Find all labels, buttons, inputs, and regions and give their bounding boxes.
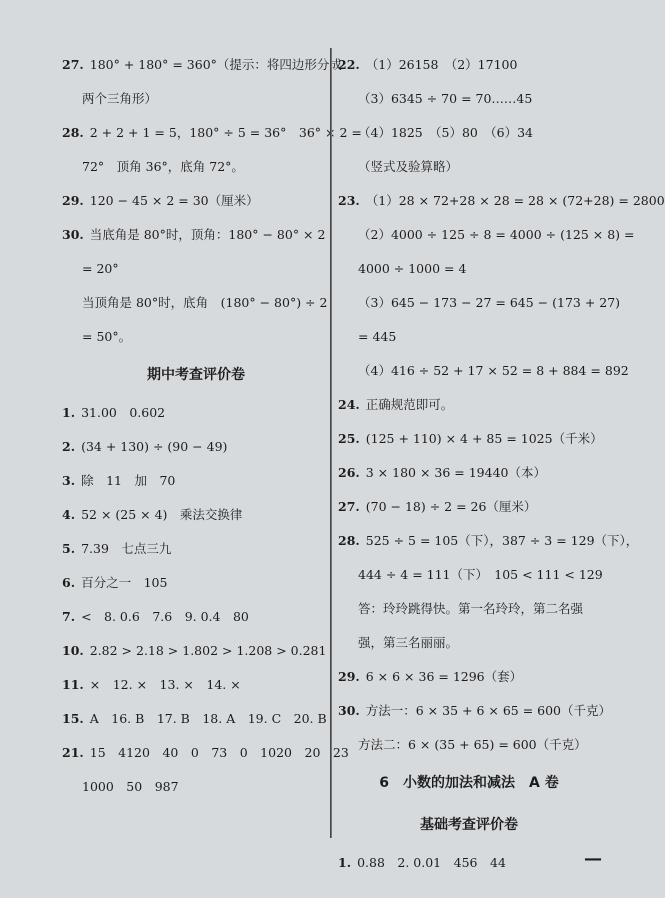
question-number: 28. xyxy=(62,125,84,140)
answer-text: 2.82 > 2.18 > 1.802 > 1.208 > 0.281 xyxy=(89,643,327,658)
answer-text: 百分之一 105 xyxy=(81,575,168,590)
answer-line xyxy=(62,532,330,566)
question-number: 10. xyxy=(62,643,84,658)
question-number: 7. xyxy=(62,609,76,624)
answer-text: < 8. 0.6 7.6 9. 0.4 80 xyxy=(81,609,249,624)
answer-line xyxy=(62,320,330,354)
answer-text: (70 − 18) ÷ 2 = 26（厘米） xyxy=(365,499,537,514)
answer-line xyxy=(62,48,342,82)
answer-line xyxy=(338,150,600,184)
question-number: 30. xyxy=(338,703,360,718)
section-heading: 期中考查评价卷 xyxy=(147,367,245,383)
answer-text: 120 − 45 × 2 = 30（厘米） xyxy=(89,193,259,208)
question-number: 29. xyxy=(338,669,360,684)
answer-text: (125 + 110) × 4 + 85 = 1025（千米） xyxy=(365,431,603,446)
answer-text: 强，第三名丽丽。 xyxy=(358,635,459,650)
answer-line xyxy=(62,396,330,430)
answer-text: （2）4000 ÷ 125 ÷ 8 = 4000 ÷ (125 × 8) = xyxy=(358,227,635,242)
answer-line xyxy=(338,728,600,762)
answer-line xyxy=(62,286,330,320)
question-number: 22. xyxy=(338,57,360,72)
answer-line xyxy=(338,388,600,422)
answer-text: 除 11 加 70 xyxy=(81,473,176,488)
answer-line xyxy=(338,184,665,218)
answer-line xyxy=(62,702,330,736)
answer-text: （1）28 × 72+28 × 28 = 28 × (72+28) = 2800 xyxy=(365,193,665,208)
answer-text: = 445 xyxy=(358,329,397,344)
answer-text: 6 × 6 × 36 = 1296（套） xyxy=(365,669,523,684)
answer-text: 180° + 180° = 360°（提示：将四边形分成 xyxy=(89,57,342,72)
answer-text: 正确规范即可。 xyxy=(365,397,454,412)
answer-line xyxy=(338,660,600,694)
answer-text: 4000 ÷ 1000 = 4 xyxy=(358,261,467,276)
answer-line xyxy=(338,218,635,252)
answer-line xyxy=(338,490,600,524)
answer-line xyxy=(338,48,600,82)
answer-text: 答：玲玲跳得快。第一名玲玲，第二名强 xyxy=(358,601,584,616)
answer-line xyxy=(62,736,349,770)
answer-text: (34 + 130) ÷ (90 − 49) xyxy=(81,439,228,454)
answer-text: （4）1825 （5）80 （6）34 xyxy=(358,125,533,140)
question-number: 29. xyxy=(62,193,84,208)
answer-text: 31.00 0.602 xyxy=(81,405,166,420)
answer-line xyxy=(338,82,600,116)
question-number: 24. xyxy=(338,397,360,412)
answer-line xyxy=(338,592,600,626)
section-heading: 6 小数的加法和减法 A 卷 xyxy=(379,775,559,791)
question-number: 3. xyxy=(62,473,76,488)
answer-text: 444 ÷ 4 = 111（下） 105 < 111 < 129 xyxy=(358,567,603,582)
column-divider xyxy=(330,48,332,838)
answer-line xyxy=(338,320,600,354)
answer-line xyxy=(62,82,330,116)
question-number: 2. xyxy=(62,439,76,454)
answer-text: 52 × (25 × 4) 乘法交换律 xyxy=(81,507,243,522)
answer-text: 7.39 七点三九 xyxy=(81,541,172,556)
question-number: 1. xyxy=(62,405,76,420)
answer-line xyxy=(62,668,330,702)
answer-text: 两个三角形） xyxy=(82,91,158,106)
answer-line xyxy=(338,456,600,490)
answer-text: 72° 顶角 36°，底角 72°。 xyxy=(82,159,244,174)
answer-line xyxy=(62,184,330,218)
question-number: 23. xyxy=(338,193,360,208)
answer-text: 525 ÷ 5 = 105（下），387 ÷ 3 = 129（下）， xyxy=(365,533,639,548)
answer-text: （竖式及验算略） xyxy=(358,159,459,174)
page-number-mark: — xyxy=(584,848,600,869)
answer-line xyxy=(338,626,600,660)
answer-text: × 12. × 13. × 14. × xyxy=(89,677,241,692)
answer-text: 2 + 2 + 1 = 5，180° ÷ 5 = 36° 36° × 2 = xyxy=(89,125,362,140)
answer-text: 方法二：6 × (35 + 65) = 600（千克） xyxy=(358,737,587,752)
answer-text: （4）416 ÷ 52 + 17 × 52 = 8 + 884 = 892 xyxy=(358,363,629,378)
answer-text: 方法一：6 × 35 + 6 × 65 = 600（千克） xyxy=(365,703,612,718)
answer-line xyxy=(62,150,330,184)
question-number: 15. xyxy=(62,711,84,726)
answer-line xyxy=(338,558,603,592)
question-number: 11. xyxy=(62,677,84,692)
answer-line xyxy=(338,694,612,728)
question-number: 5. xyxy=(62,541,76,556)
question-number: 27. xyxy=(338,499,360,514)
answer-line xyxy=(62,116,362,150)
answer-line xyxy=(62,252,330,286)
question-number: 26. xyxy=(338,465,360,480)
answer-line xyxy=(338,422,603,456)
answer-text: 1000 50 987 xyxy=(82,779,179,794)
question-number: 27. xyxy=(62,57,84,72)
answer-text: = 50°。 xyxy=(82,329,132,344)
answer-line xyxy=(62,634,330,668)
answer-text: （3）6345 ÷ 70 = 70……45 xyxy=(358,91,533,106)
answer-line xyxy=(338,354,629,388)
answer-text: （1）26158 （2）17100 xyxy=(365,57,518,72)
answer-text: 3 × 180 × 36 = 19440（本） xyxy=(365,465,546,480)
answer-text: A 16. B 17. B 18. A 19. C 20. B xyxy=(89,711,327,726)
question-number: 4. xyxy=(62,507,76,522)
question-number: 6. xyxy=(62,575,76,590)
question-number: 21. xyxy=(62,745,84,760)
question-number: 30. xyxy=(62,227,84,242)
question-number: 1. xyxy=(338,855,352,870)
question-number: 28. xyxy=(338,533,360,548)
answer-line xyxy=(338,524,639,558)
right-column xyxy=(338,48,665,880)
answer-line xyxy=(62,218,330,252)
answer-text: 0.88 2. 0.01 456 44 xyxy=(357,855,506,870)
question-number: 25. xyxy=(338,431,360,446)
answer-text: 当底角是 80°时，顶角：180° − 80° × 2 xyxy=(89,227,326,242)
answer-line xyxy=(62,566,330,600)
answer-text: （3）645 − 173 − 27 = 645 − (173 + 27) xyxy=(358,295,621,310)
answer-text: 15 4120 40 0 73 0 1020 20 23 xyxy=(89,745,349,760)
answer-text: = 20° xyxy=(82,261,119,276)
answer-line xyxy=(338,116,600,150)
answer-text: 当顶角是 80°时，底角 (180° − 80°) ÷ 2 xyxy=(82,295,328,310)
answer-line xyxy=(62,600,330,634)
answer-line xyxy=(338,846,600,880)
answer-line xyxy=(62,770,330,804)
answer-line xyxy=(62,498,330,532)
answer-line xyxy=(62,430,330,464)
answer-line xyxy=(338,286,621,320)
answer-line xyxy=(62,464,330,498)
answer-line xyxy=(338,252,600,286)
section-heading: 基础考查评价卷 xyxy=(420,817,518,833)
